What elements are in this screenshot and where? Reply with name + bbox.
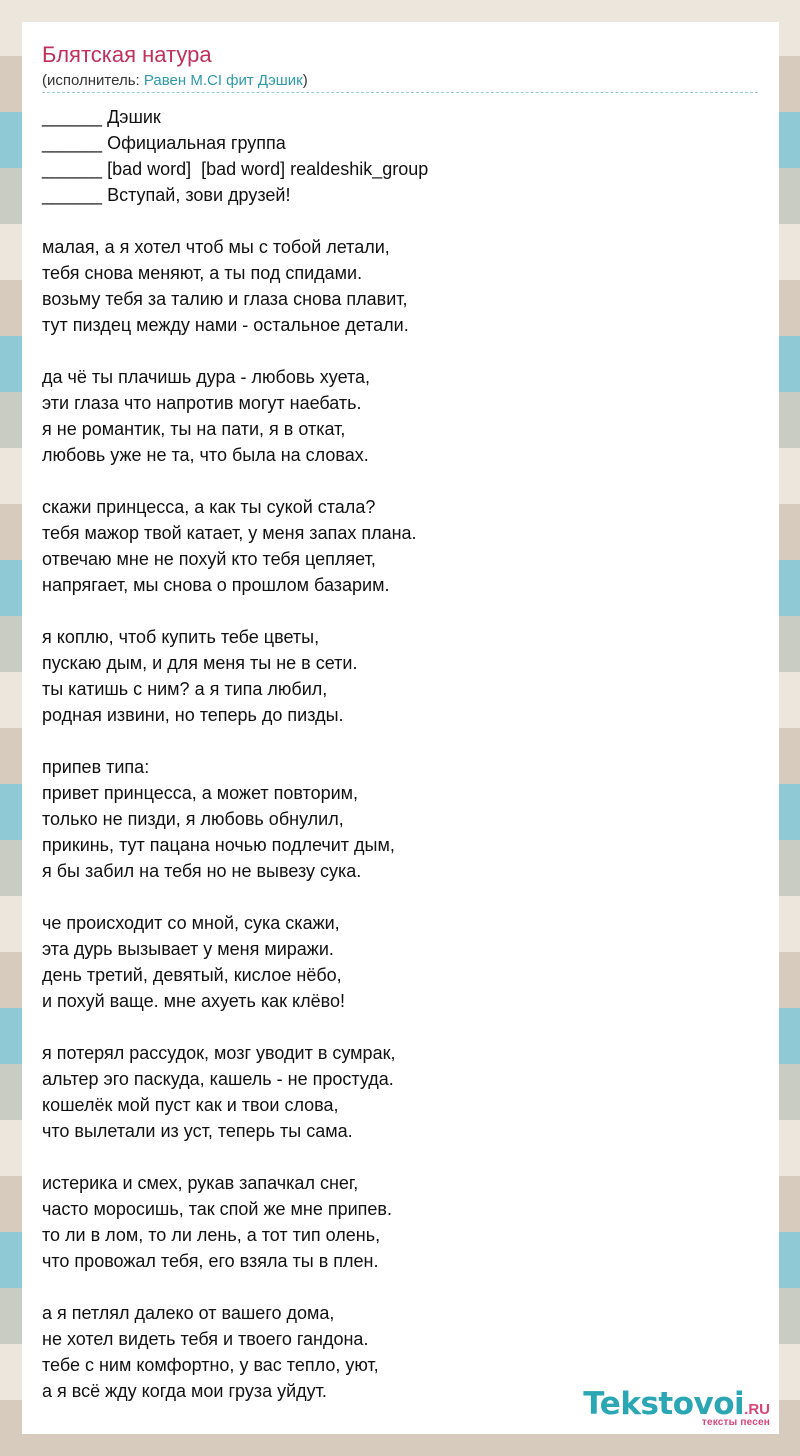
lyric-line: что провожал тебя, его взяла ты в плен.: [42, 1251, 379, 1271]
lyrics-stanza: [42, 1040, 762, 1144]
lyric-line: да чё ты плачишь дура - любовь хуета,: [42, 367, 371, 387]
lyric-line: пускаю дым, и для меня ты не в сети.: [42, 653, 358, 673]
lyric-line: прикинь, тут пацана ночью подлечит дым,: [42, 835, 395, 855]
lyrics-stanza: [42, 104, 762, 208]
lyric-line: а я всё жду когда мои груза уйдут.: [42, 1381, 327, 1401]
lyric-line: только не пизди, я любовь обнулил,: [42, 809, 344, 829]
logo-tagline: тексты песен: [701, 1417, 770, 1428]
performer-line: [42, 72, 308, 89]
lyric-line: альтер эго паскуда, кашель - не простуда.: [42, 1069, 394, 1089]
lyrics-stanza: [42, 364, 762, 468]
lyric-line: тебя снова меняют, а ты под спидами.: [42, 263, 363, 283]
lyrics-stanza: [42, 494, 762, 598]
lyric-line: ______ Дэшик: [42, 107, 161, 127]
lyric-line: и похуй ваще. мне ахуеть как клёво!: [42, 991, 345, 1011]
lyric-line: день третий, девятый, кислое нёбо,: [42, 965, 342, 985]
lyric-line: скажи принцесса, а как ты сукой стала?: [42, 497, 376, 517]
lyrics-stanza: [42, 234, 762, 338]
lyric-line: ______ Вступай, зови друзей!: [42, 185, 291, 205]
lyric-line: я не романтик, ты на пати, я в откат,: [42, 419, 346, 439]
title-divider: [42, 92, 758, 93]
lyric-line: ______ Официальная группа: [42, 133, 286, 153]
lyrics-body: [42, 104, 762, 1430]
lyric-line: че происходит со мной, сука скажи,: [42, 913, 340, 933]
lyric-line: любовь уже не та, что была на словах.: [42, 445, 369, 465]
lyric-line: а я петлял далеко от вашего дома,: [42, 1303, 335, 1323]
lyrics-card: [22, 22, 779, 1434]
lyric-line: эти глаза что напротив могут наебать.: [42, 393, 362, 413]
performer-suffix: ): [302, 72, 308, 89]
lyric-line: возьму тебя за талию и глаза снова плавит,: [42, 289, 408, 309]
logo-name: Tekstovoi: [583, 1386, 745, 1422]
lyric-line: часто моросишь, так спой же мне припев.: [42, 1199, 392, 1219]
lyric-line: тебя мажор твой катает, у меня запах плана.: [42, 523, 417, 543]
lyric-line: кошелёк мой пуст как и твои слова,: [42, 1095, 339, 1115]
lyrics-stanza: [42, 1170, 762, 1274]
song-title: Блятская натура: [42, 42, 212, 67]
lyric-line: ______ [bad word] [bad word] realdeshik_group: [42, 159, 429, 179]
lyric-line: тут пиздец между нами - остальное детали.: [42, 315, 409, 335]
lyric-line: привет принцесса, а может повторим,: [42, 783, 359, 803]
lyric-line: не хотел видеть тебя и твоего гандона.: [42, 1329, 369, 1349]
lyric-line: то ли в лом, то ли лень, а тот тип олень,: [42, 1225, 381, 1245]
lyric-line: я бы забил на тебя но не вывезу сука.: [42, 861, 362, 881]
lyrics-stanza: [42, 754, 762, 884]
lyric-line: родная извини, но теперь до пизды.: [42, 705, 344, 725]
lyric-line: я потерял рассудок, мозг уводит в сумрак,: [42, 1043, 396, 1063]
lyric-line: истерика и смех, рукав запачкал снег,: [42, 1173, 359, 1193]
lyric-line: я коплю, чтоб купить тебе цветы,: [42, 627, 320, 647]
performer-link[interactable]: Равен M.CI фит Дэшик: [143, 72, 303, 89]
performer-prefix: (исполнитель:: [42, 72, 144, 89]
lyric-line: припев типа:: [42, 757, 150, 777]
lyric-line: тебе с ним комфортно, у вас тепло, уют,: [42, 1355, 379, 1375]
lyrics-stanza: [42, 624, 762, 728]
lyric-line: что вылетали из уст, теперь ты сама.: [42, 1121, 353, 1141]
lyric-line: эта дурь вызывает у меня миражи.: [42, 939, 334, 959]
lyric-line: напрягает, мы снова о прошлом базарим.: [42, 575, 390, 595]
site-logo[interactable]: [583, 1387, 770, 1428]
lyric-line: ты катишь с ним? а я типа любил,: [42, 679, 328, 699]
lyrics-stanza: [42, 910, 762, 1014]
lyric-line: отвечаю мне не похуй кто тебя цепляет,: [42, 549, 376, 569]
logo-domain: .RU: [744, 1401, 770, 1418]
lyric-line: малая, а я хотел чтоб мы с тобой летали,: [42, 237, 390, 257]
